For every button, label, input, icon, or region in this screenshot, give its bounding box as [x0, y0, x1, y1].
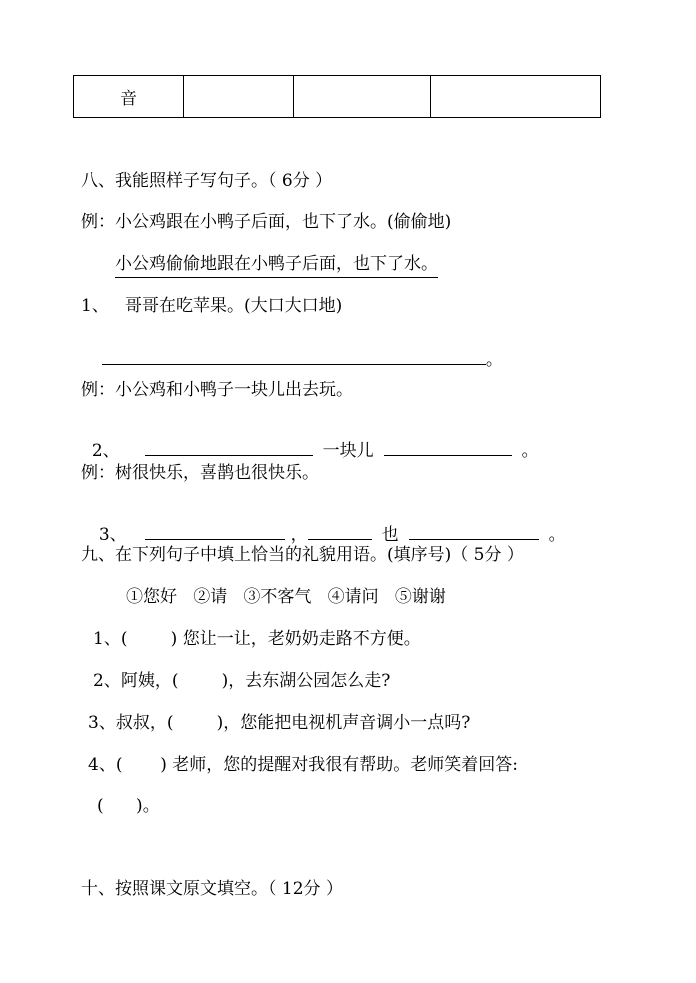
comma: ， — [290, 525, 308, 545]
section-9-heading: 九、在下列句子中填上恰当的礼貌用语。(填序号)（ 5分 ） — [81, 545, 524, 565]
period: 。 — [548, 525, 566, 545]
question-8-2 — [81, 424, 539, 460]
blank[interactable] — [409, 525, 539, 540]
period: 。 — [485, 350, 503, 370]
question-9-4-answer: ( )。 — [97, 796, 160, 816]
question-text: 也 — [381, 525, 399, 545]
question-8-3 — [88, 508, 566, 544]
blank[interactable] — [308, 525, 372, 540]
table-cell — [431, 76, 601, 118]
period: 。 — [521, 441, 539, 461]
example-1-answer: 小公鸡偷偷地跟在小鸭子后面，也下了水。 — [115, 254, 438, 278]
table-cell — [294, 76, 431, 118]
table-cell — [184, 76, 294, 118]
question-text: 一块儿 — [322, 441, 374, 461]
example-1: 例：小公鸡跟在小鸭子后面，也下了水。(偷偷地) — [81, 212, 452, 232]
blank[interactable] — [145, 525, 285, 540]
example-3: 例：树很快乐，喜鹊也很快乐。 — [81, 463, 319, 483]
answer-line-8-1 — [91, 333, 503, 369]
question-9-3: 3、叔叔，( )，您能把电视机声音调小一点吗? — [88, 713, 471, 733]
blank[interactable] — [384, 441, 512, 456]
question-8-1: 1、 哥哥在吃苹果。(大口大口地) — [81, 296, 343, 316]
question-9-4: 4、( ) 老师，您的提醒对我很有帮助。老师笑着回答: — [88, 755, 519, 775]
question-number: 3、 — [98, 525, 127, 545]
section-10-heading: 十、按照课文原文填空。（ 12分 ） — [81, 879, 343, 899]
character-table — [73, 75, 601, 118]
blank[interactable] — [145, 441, 313, 456]
question-number: 2、 — [91, 441, 120, 461]
options-list: ①您好 ②请 ③不客气 ④请问 ⑤谢谢 — [126, 587, 446, 607]
question-9-2: 2、阿姨，( )，去东湖公园怎么走? — [93, 671, 391, 691]
table-cell: 音 — [74, 76, 184, 118]
question-9-1: 1、( ) 您让一让，老奶奶走路不方便。 — [93, 629, 421, 649]
example-2: 例：小公鸡和小鸭子一块儿出去玩。 — [81, 380, 353, 400]
blank[interactable] — [102, 350, 486, 365]
section-8-heading: 八、我能照样子写句子。（ 6分 ） — [81, 171, 333, 191]
